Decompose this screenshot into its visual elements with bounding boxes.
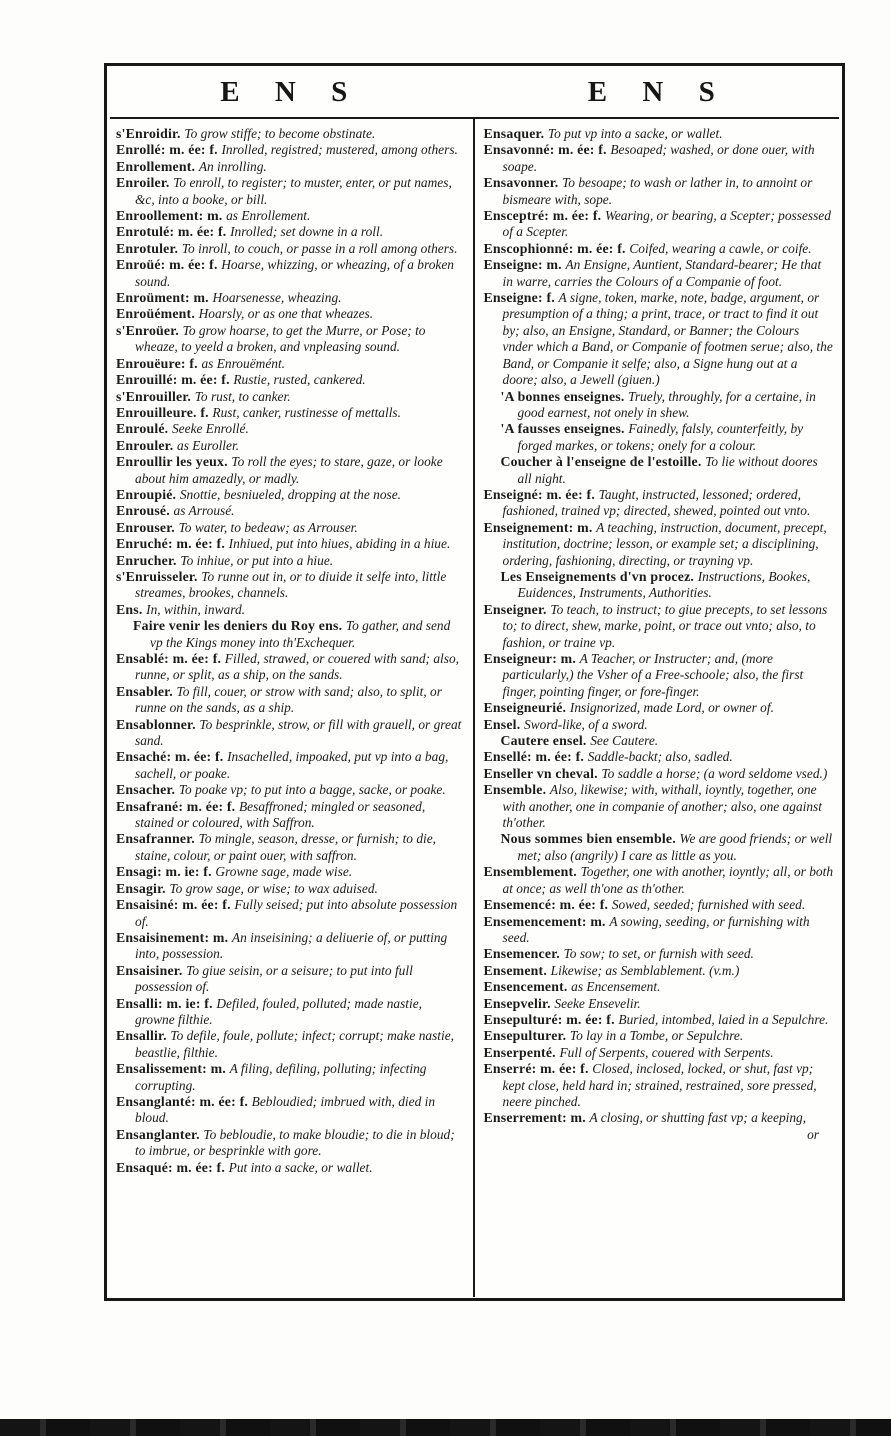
entry-headword: Enrollé: m. ée: f.: [116, 142, 222, 158]
entry-definition: Buried, intombed, laied in a Sepulchre.: [618, 1011, 829, 1027]
dictionary-entry: [484, 864, 834, 897]
entry-definition: Fainedly, falsly, counterfeitly, by forged markes, or tokens; onely for a colour.: [517, 421, 804, 453]
entry-definition: To put vp into a sacke, or wallet.: [547, 126, 723, 141]
entry-definition: To saddle a horse; (a word seldome vsed.): [601, 765, 828, 781]
entry-headword: Enrouler.: [116, 437, 178, 453]
entry-definition: To giue seisin, or a seisure; to put into full possession of.: [135, 962, 413, 995]
dictionary-entry: [116, 536, 464, 552]
dictionary-entry: [116, 175, 464, 208]
dictionary-entry: [484, 914, 834, 947]
dictionary-entry: [484, 963, 834, 979]
entry-definition: Bebloudied; imbrued with, died in bloud.: [135, 1093, 436, 1126]
dictionary-entry: [116, 372, 464, 388]
entry-definition: To enroll, to register; to muster, enter, or put names, &c, into a booke, or bill.: [135, 175, 452, 207]
entry-headword: Ensanglanter.: [116, 1126, 204, 1142]
entry-headword: Enseller vn cheval.: [483, 765, 602, 781]
entry-headword: Enroüment: m.: [116, 290, 213, 306]
entry-definition: To grow sage, or wise; to wax aduised.: [169, 880, 378, 896]
entry-headword: Ensemble.: [483, 782, 550, 798]
entry-definition: To poake vp; to put into a bagge, sacke, or poake.: [178, 782, 446, 798]
dictionary-entry: [484, 897, 834, 913]
entry-definition: A Teacher, or Instructer; and, (more particularly,) the Vsher of a Free-schoole; also, the first finger, pointing finger, or fore-finger.: [502, 651, 804, 699]
entry-definition: To water, to bedeaw; as Arrouser.: [178, 519, 358, 535]
dictionary-subentry: [484, 389, 834, 422]
dictionary-entry: [484, 946, 834, 962]
running-head-right: E N S: [587, 76, 729, 108]
entry-definition: Rustie, rusted, cankered.: [233, 372, 366, 388]
entry-headword: Les Enseignements d'vn procez.: [500, 568, 698, 584]
entry-headword: Ensallir.: [116, 1028, 171, 1044]
dictionary-entry: [116, 257, 464, 290]
entry-headword: Enrouilleure. f.: [116, 404, 213, 420]
entry-definition: A closing, or shutting fast vp; a keeping,: [589, 1110, 807, 1126]
entry-definition: Sword-like, of a sword.: [524, 716, 648, 732]
dictionary-entry: [116, 602, 464, 618]
entry-headword: Enseigné: m. ée: f.: [483, 486, 599, 502]
entry-headword: Ensanglanté: m. ée: f.: [116, 1093, 252, 1109]
entry-headword: Enroüé: m. ée: f.: [116, 257, 222, 273]
dictionary-entry: [484, 1110, 834, 1126]
entry-definition: In, within, inward.: [146, 601, 245, 617]
dictionary-entry: [116, 996, 464, 1029]
entry-definition: Taught, instructed, lessoned; ordered, fashioned, trained vp; directed, shewed, pointed out vnto.: [502, 486, 811, 519]
text-columns: [107, 119, 842, 1297]
dictionary-entry: [116, 569, 464, 602]
entry-headword: Enscophionné: m. ée: f.: [483, 240, 630, 256]
entry-definition: Filled, strawed, or couered with sand; also, runne, or split, as a ship, on the sands.: [135, 651, 459, 683]
entry-headword: Ensafrané: m. ée: f.: [116, 798, 239, 814]
entry-definition: An Ensigne, Auntient, Standard-bearer; He that in warre, carries the Colours of a Companie of foot.: [502, 257, 822, 289]
entry-definition: Instructions, Bookes, Euidences, Instruments, Authorities.: [517, 568, 811, 601]
dictionary-entry: [116, 306, 464, 322]
entry-definition: Put into a sacke, or wallet.: [228, 1159, 373, 1175]
entry-headword: Ensabler.: [116, 683, 177, 699]
dictionary-entry: [484, 290, 834, 388]
entry-headword: s'Enroüer.: [116, 322, 183, 338]
entry-definition: Inhiued, put into hiues, abiding in a hiue.: [228, 536, 451, 552]
dictionary-entry: [116, 881, 464, 897]
entry-headword: Ensagi: m. ie: f.: [116, 864, 216, 880]
dictionary-entry: [116, 684, 464, 717]
entry-definition: Seeke Ensevelir.: [554, 995, 641, 1011]
entry-headword: Enseigneurié.: [483, 700, 570, 716]
entry-headword: Ensalissement: m.: [116, 1061, 230, 1077]
catchword: or: [807, 1126, 819, 1142]
dictionary-entry: [116, 897, 464, 930]
entry-definition: Fully seised; put into absolute possession of.: [135, 897, 458, 929]
entry-definition: Hoarse, whizzing, or wheazing, of a broken sound.: [135, 257, 454, 289]
entry-definition: A signe, token, marke, note, badge, argument, or presumption of a thing; a print, trace, or tract to find it out by; also, an Ensigne, Standard, or Banner; the Colours vnder which a Band, or Companie of footmen serue; also, the Band, or Companie it selfe; also, a Signe hung out at a doore; also, a Jewell (giuen.): [502, 290, 833, 388]
dictionary-entry: [116, 1127, 464, 1160]
entry-headword: Ensavonner.: [483, 175, 563, 191]
entry-headword: Enruché: m. ée: f.: [116, 536, 229, 552]
entry-headword: Ensavonné: m. ée: f.: [483, 142, 611, 158]
dictionary-subentry: [484, 569, 834, 602]
entry-headword: Ensepulturer.: [483, 1028, 570, 1044]
entry-headword: Ensaisiné: m. ée: f.: [116, 897, 235, 913]
dictionary-entry: [116, 224, 464, 240]
entry-definition: A filing, defiling, polluting; infecting corrupting.: [135, 1061, 427, 1093]
dictionary-entry: [116, 126, 464, 142]
entry-definition: Hoarsly, or as one that wheazes.: [198, 306, 374, 322]
dictionary-entry: [116, 290, 464, 306]
entry-headword: Ensablé: m. ée: f.: [116, 651, 225, 666]
entry-headword: Ensel.: [483, 716, 525, 732]
entry-definition: See Cautere.: [590, 733, 659, 749]
entry-headword: Ensepulturé: m. ée: f.: [483, 1011, 619, 1027]
entry-definition: Inrolled, registred; mustered, among others.: [221, 142, 458, 158]
dictionary-entry: [116, 454, 464, 487]
entry-definition: An inrolling.: [198, 158, 267, 174]
entry-headword: Enroüément.: [116, 306, 199, 322]
dictionary-entry: [116, 799, 464, 832]
entry-definition: To fill, couer, or strow with sand; also, to split, or runne on the sands, as a ship.: [135, 683, 442, 716]
entry-headword: Ensemblement.: [483, 864, 581, 880]
entry-headword: Ensagir.: [116, 880, 170, 896]
dictionary-entry: [116, 241, 464, 257]
dictionary-entry: [116, 930, 464, 963]
entry-definition: Likewise; as Semblablement. (v.m.): [550, 962, 740, 978]
dictionary-entry: [116, 356, 464, 372]
entry-definition: To mingle, season, dresse, or furnish; to die, staine, colour, or paint ouer, with saffron.: [135, 831, 437, 863]
entry-headword: Enrousé.: [116, 503, 174, 519]
dictionary-entry: [116, 553, 464, 569]
entry-headword: Enroullir les yeux.: [116, 454, 232, 470]
dictionary-entry: [484, 979, 834, 995]
entry-headword: 'A fausses enseignes.: [500, 421, 629, 437]
entry-headword: s'Enruisseler.: [116, 568, 202, 584]
dictionary-entry: [484, 749, 834, 765]
entry-headword: Enseigne: m.: [483, 257, 566, 273]
entry-headword: Ensellé: m. ée: f.: [483, 749, 588, 765]
entry-definition: as Euroller.: [177, 437, 240, 453]
entry-definition: as Encensement.: [571, 979, 661, 995]
dictionary-entry: [116, 142, 464, 158]
entry-definition: To inroll, to couch, or passe in a roll among others.: [181, 240, 458, 256]
entry-headword: Ensaché: m. ée: f.: [116, 749, 228, 765]
dictionary-entry: [484, 257, 834, 290]
entry-definition: Together, one with another, ioyntly; all, or both at once; as well th'one as th'other.: [502, 864, 834, 896]
entry-headword: Ensaqué: m. ée: f.: [116, 1159, 229, 1175]
entry-definition: A sowing, seeding, or furnishing with seed.: [502, 913, 810, 945]
entry-headword: Ensalli: m. ie: f.: [116, 995, 217, 1011]
entry-definition: To roll the eyes; to stare, gaze, or looke about him amazedly, or madly.: [135, 454, 443, 486]
entry-headword: Ensablonner.: [116, 716, 200, 732]
entry-headword: Ensemencer.: [483, 946, 564, 962]
entry-headword: Enseigner.: [483, 601, 551, 617]
dictionary-entry: [116, 963, 464, 996]
entry-headword: Enrouser.: [116, 519, 179, 535]
dictionary-entry: [484, 1045, 834, 1061]
entry-headword: Enrotulé: m. ée: f.: [116, 224, 231, 240]
entry-definition: Inrolled; set downe in a roll.: [230, 224, 384, 240]
dictionary-entry: [116, 323, 464, 356]
entry-definition: Also, likewise; with, withall, ioyntly, together, one with another, one in companie of another; also, one against th'other.: [502, 782, 822, 831]
entry-definition: To sow; to set, or furnish with seed.: [563, 946, 754, 962]
entry-definition: To lay in a Tombe, or Sepulchre.: [569, 1028, 744, 1044]
entry-headword: Ensafranner.: [116, 831, 199, 847]
dictionary-entry: [116, 782, 464, 798]
dictionary-entry: [484, 520, 834, 569]
entry-definition: as Enrouëmént.: [201, 355, 286, 371]
dictionary-entry: [116, 438, 464, 454]
dictionary-entry: [116, 749, 464, 782]
dictionary-entry: [116, 1061, 464, 1094]
dictionary-entry: [484, 1028, 834, 1044]
entry-headword: Enserpenté.: [483, 1044, 560, 1060]
entry-headword: Enrouëure: f.: [116, 355, 202, 371]
dictionary-entry: [116, 520, 464, 536]
entry-headword: Ensceptré: m. ée: f.: [483, 208, 605, 224]
entry-definition: A teaching, instruction, document, precept, institution, doctrine; lesson, or example set; a disciplining, ordering, fashioning, directing, or trayning vp.: [502, 519, 827, 568]
entry-headword: Ensaisinement: m.: [116, 929, 232, 945]
entry-definition: Coifed, wearing a cawle, or coife.: [629, 240, 812, 256]
dictionary-entry: [116, 864, 464, 880]
entry-headword: Enserré: m. ée: f.: [483, 1061, 593, 1077]
right-column: [475, 119, 843, 1297]
entry-definition: To runne out in, or to diuide it selfe into, little streames, brookes, channels.: [135, 568, 447, 601]
entry-headword: Faire venir les deniers du Roy ens.: [133, 618, 346, 634]
dictionary-entry: [116, 159, 464, 175]
entry-definition: Besoaped; washed, or done ouer, with soape.: [502, 142, 815, 174]
entry-definition: Defiled, fouled, polluted; made nastie, growne filthie.: [135, 995, 423, 1027]
dictionary-entry: [484, 602, 834, 651]
entry-headword: Enrucher.: [116, 552, 181, 568]
dictionary-entry: [484, 241, 834, 257]
entry-headword: Enseigneur: m.: [483, 651, 580, 666]
entry-headword: s'Enroidir.: [116, 126, 185, 141]
entry-headword: Enroollement: m.: [116, 208, 227, 224]
entry-definition: To grow hoarse, to get the Murre, or Pose; to wheaze, to yeeld a broken, and vnpleasing sound.: [135, 322, 426, 355]
entry-headword: Enroupié.: [116, 486, 180, 502]
dictionary-entry: [484, 700, 834, 716]
running-head-left: E N S: [220, 76, 362, 108]
dictionary-entry: [484, 782, 834, 831]
dictionary-entry: [116, 503, 464, 519]
entry-definition: To bebloudie, to make bloudie; to die in bloud; to imbrue, or besprinkle with gore.: [135, 1126, 455, 1159]
entry-definition: as Arrousé.: [173, 503, 235, 519]
dictionary-entry: [116, 1160, 464, 1176]
running-head-row: [107, 66, 842, 117]
entry-headword: Enserrement: m.: [483, 1110, 590, 1126]
entry-definition: To gather, and send vp the Kings money into th'Exchequer.: [150, 618, 451, 650]
entry-definition: To defile, foule, pollute; infect; corrupt; make nastie, beastlie, filthie.: [135, 1028, 455, 1060]
entry-headword: Cautere ensel.: [500, 733, 591, 749]
entry-definition: An inseisining; a deliuerie of, or putting into, possession.: [135, 929, 448, 962]
entry-definition: Sowed, seeded; furnished with seed.: [611, 897, 806, 913]
entry-headword: Enseigne: f.: [483, 290, 559, 306]
dictionary-entry: [116, 405, 464, 421]
entry-definition: To teach, to instruct; to giue precepts, to set lessons to; to direct, shew, marke, point, or trace out vnto; also, to fashion, or traine vp.: [502, 601, 828, 650]
entry-headword: 'A bonnes enseignes.: [500, 388, 629, 404]
entry-definition: Hoarsenesse, wheazing.: [212, 290, 342, 306]
entry-headword: Enroulé.: [116, 421, 172, 437]
entry-definition: Seeke Enrollé.: [171, 421, 249, 437]
entry-definition: To grow stiffe; to become obstinate.: [184, 126, 376, 141]
entry-headword: Ensaquer.: [483, 126, 548, 141]
entry-headword: Ens.: [116, 601, 147, 617]
entry-headword: Coucher à l'enseigne de l'estoille.: [500, 454, 706, 470]
entry-headword: Enrollement.: [116, 158, 199, 174]
entry-headword: Ensepvelir.: [483, 995, 555, 1011]
dictionary-entry: [116, 421, 464, 437]
dictionary-entry: [116, 651, 464, 684]
entry-definition: Truely, throughly, for a certaine, in good earnest, not onely in shew.: [517, 388, 816, 420]
entry-definition: Rust, canker, rustinesse of mettalls.: [212, 404, 401, 420]
entry-headword: Enrotuler.: [116, 240, 182, 256]
dictionary-entry: [116, 1094, 464, 1127]
entry-definition: Snottie, besniueled, dropping at the nose.: [179, 486, 402, 502]
left-column: [107, 119, 475, 1297]
dictionary-entry: [116, 717, 464, 750]
entry-definition: Full of Serpents, couered with Serpents.: [559, 1044, 774, 1060]
dictionary-entry: [484, 651, 834, 700]
dictionary-subentry: [116, 618, 464, 651]
entry-definition: as Enrollement.: [226, 208, 311, 224]
dictionary-entry: [116, 1028, 464, 1061]
entry-definition: Growne sage, made wise.: [215, 864, 353, 880]
entry-definition: Insignorized, made Lord, or owner of.: [569, 700, 774, 716]
entry-definition: Besaffroned; mingled or seasoned, stained or coloured, with Saffron.: [135, 798, 426, 831]
entry-headword: s'Enrouiller.: [116, 388, 195, 404]
dictionary-subentry: [484, 831, 834, 864]
dictionary-entry: [484, 996, 834, 1012]
dictionary-entry: [484, 208, 834, 241]
entry-headword: Ensaisiner.: [116, 962, 187, 978]
entry-definition: Wearing, or bearing, a Scepter; possessed of a Scepter.: [502, 208, 831, 240]
dictionary-entry: [116, 208, 464, 224]
entry-headword: Ensement.: [483, 962, 551, 978]
entry-definition: Closed, inclosed, locked, or shut, fast vp; kept close, held hard in; strained, restrained, sore pressed, neere pinched.: [502, 1061, 817, 1109]
dictionary-entry: [116, 831, 464, 864]
entry-headword: Ensemencé: m. ée: f.: [483, 897, 612, 913]
entry-headword: Ensencement.: [483, 979, 572, 995]
entry-headword: Enroiler.: [116, 175, 174, 191]
dictionary-entry: [484, 717, 834, 733]
entry-definition: To inhiue, or put into a hiue.: [180, 552, 334, 568]
entry-definition: To rust, to canker.: [194, 388, 291, 404]
dictionary-entry: [484, 766, 834, 782]
entry-definition: Saddle-backt; also, sadled.: [587, 749, 733, 765]
entry-definition: Insachelled, impoaked, put vp into a bag, sachell, or poake.: [135, 749, 449, 781]
dictionary-entry: [484, 487, 834, 520]
dictionary-entry: [484, 1012, 834, 1028]
entry-headword: Nous sommes bien ensemble.: [500, 831, 680, 847]
dictionary-entry: [116, 389, 464, 405]
entry-headword: Ensemencement: m.: [483, 913, 610, 929]
dictionary-subentry: [484, 421, 834, 454]
entry-definition: We are good friends; or well met; also (angrily) I care as little as you.: [517, 831, 833, 863]
dictionary-entry: [484, 142, 834, 175]
entry-headword: Enrouillé: m. ée: f.: [116, 372, 234, 388]
entry-definition: To besprinkle, strow, or fill with grauell, or great sand.: [135, 716, 462, 749]
scan-edge-artifact: [0, 1419, 891, 1436]
entry-definition: To besoape; to wash or lather in, to annoint or bismeare with, sope.: [502, 175, 813, 207]
entry-definition: To lie without doores all night.: [517, 454, 818, 486]
page-frame: [104, 63, 845, 1301]
dictionary-entry: [484, 1061, 834, 1110]
dictionary-subentry: [484, 454, 834, 487]
entry-headword: Ensacher.: [116, 782, 179, 798]
dictionary-entry: [484, 175, 834, 208]
dictionary-entry: [484, 126, 834, 142]
entry-headword: Enseignement: m.: [483, 519, 597, 535]
dictionary-entry: [116, 487, 464, 503]
dictionary-subentry: [484, 733, 834, 749]
